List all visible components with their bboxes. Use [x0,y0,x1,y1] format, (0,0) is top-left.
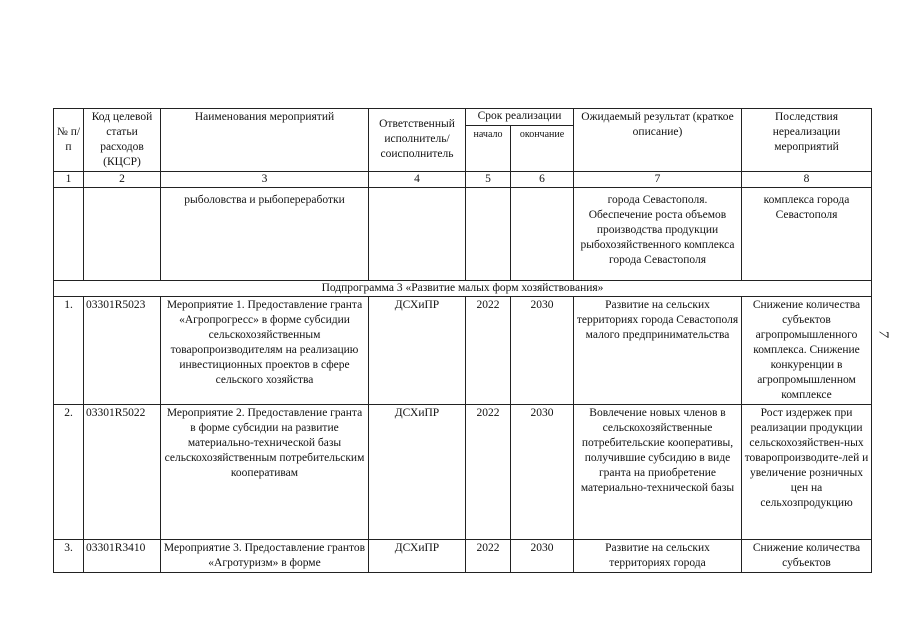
subprogram-title: Подпрограмма 3 «Развитие малых форм хозяйствования» [54,281,872,297]
header-consequences: Последствия нереализации мероприятий [742,109,872,172]
row-start: 2022 [466,540,511,573]
header-name: Наименования мероприятий [161,109,369,172]
row-num: 2. [54,405,84,540]
row-start: 2022 [466,405,511,540]
continuation-result: города Севастополя. Обеспечение роста объемов производства продукции рыбохозяйственного комплекса города Севастополя [574,188,742,281]
row-name: Мероприятие 1. Предоставление гранта «Агропрогресс» в форме субсидии сельскохозяйственным товаропроизводителям на реализацию инвестиционных проектов в сфере сельского хозяйства [161,297,369,405]
col-number: 7 [574,172,742,188]
row-result: Развитие на сельских территориях города [574,540,742,573]
col-number: 2 [84,172,161,188]
row-consequences: Рост издержек при реализации продукции сельскохозяйствен-ных товаропроизводите-лей и увеличение розничных цен на сельхозпродукцию [742,405,872,540]
continuation-name: рыболовства и рыбопереработки [161,188,369,281]
col-number: 1 [54,172,84,188]
col-number: 6 [511,172,574,188]
row-end: 2030 [511,540,574,573]
row-consequences: Снижение количества субъектов агропромышленного комплекса. Снижение конкуренции в агропромышленном комплексе [742,297,872,405]
page-number: 7 [875,330,891,338]
col-number: 5 [466,172,511,188]
row-result: Вовлечение новых членов в сельскохозяйственные потребительские кооперативы, получившие субсидию в виде гранта на приобретение материально-технической базы [574,405,742,540]
header-result: Ожидаемый результат (краткое описание) [574,109,742,172]
row-name: Мероприятие 2. Предоставление гранта в форме субсидии на развитие материально-технической базы сельскохозяйственным потребительским кооперативам [161,405,369,540]
continuation-row [54,188,872,281]
header-row [54,109,872,126]
column-numbers-row [54,172,872,188]
col-number: 4 [369,172,466,188]
header-num: № п/п [54,109,84,172]
header-responsible: Ответственный исполнитель/ соисполнитель [369,109,466,172]
col-number: 3 [161,172,369,188]
row-code: 03301R5023 [84,297,161,405]
measures-table [53,108,872,573]
row-end: 2030 [511,405,574,540]
table-row [54,297,872,405]
header-end: окончание [511,125,574,171]
subprogram-row [54,281,872,297]
row-code: 03301R3410 [84,540,161,573]
row-start: 2022 [466,297,511,405]
row-num: 3. [54,540,84,573]
header-code: Код целевой статьи расходов (КЦСР) [84,109,161,172]
row-responsible: ДСХиПР [369,540,466,573]
row-responsible: ДСХиПР [369,405,466,540]
row-name: Мероприятие 3. Предоставление грантов «Агротуризм» в форме [161,540,369,573]
row-num: 1. [54,297,84,405]
row-responsible: ДСХиПР [369,297,466,405]
continuation-consequences: комплекса города Севастополя [742,188,872,281]
row-consequences: Снижение количества субъектов [742,540,872,573]
table-row [54,540,872,573]
header-term: Срок реализации [466,109,574,126]
row-code: 03301R5022 [84,405,161,540]
col-number: 8 [742,172,872,188]
row-result: Развитие на сельских территориях города Севастополя малого предпринимательства [574,297,742,405]
row-end: 2030 [511,297,574,405]
header-start: начало [466,125,511,171]
table-row [54,405,872,540]
